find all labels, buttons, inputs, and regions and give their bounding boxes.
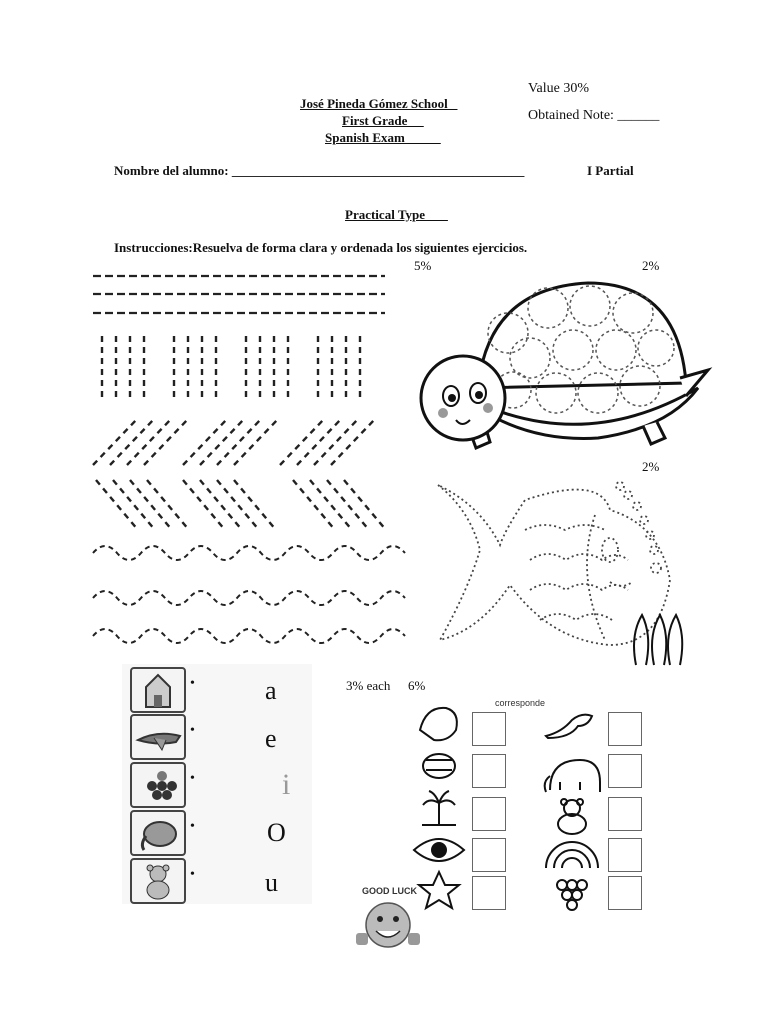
vowel-matching[interactable]: [122, 664, 312, 904]
match-dot[interactable]: •: [190, 819, 195, 834]
answer-box-grapes[interactable]: [608, 876, 642, 910]
turtle-score: 2%: [642, 258, 660, 273]
answer-box-star[interactable]: [472, 876, 506, 910]
answer-box-bee[interactable]: [472, 754, 506, 788]
left-picture-column: [412, 700, 472, 920]
vowel-i[interactable]: i: [282, 768, 291, 801]
grade-label: First Grade __: [342, 113, 424, 128]
teddy-bear-icon: [130, 858, 186, 904]
answer-box-eye[interactable]: [472, 838, 506, 872]
partial-label: I Partial: [587, 163, 634, 178]
fish-score: 2%: [642, 459, 660, 474]
fish-illustration[interactable]: [430, 470, 700, 670]
match-dot[interactable]: •: [190, 723, 195, 738]
answer-box-bear[interactable]: [608, 797, 642, 831]
turtle-illustration[interactable]: [418, 278, 708, 463]
church-icon: [130, 667, 186, 713]
right-picture-column: [540, 700, 606, 920]
match-dot[interactable]: •: [190, 771, 195, 786]
answer-box-rainbow[interactable]: [608, 838, 642, 872]
tracing-score: 5%: [414, 258, 432, 273]
match-dot[interactable]: •: [190, 867, 195, 882]
airplane-icon: [130, 714, 186, 760]
answer-box-elephant[interactable]: [608, 754, 642, 788]
subject-label: Spanish Exam _____: [325, 130, 441, 145]
match-dot[interactable]: •: [190, 676, 195, 691]
vowel-o[interactable]: O: [267, 818, 286, 847]
tracing-exercises[interactable]: [88, 268, 408, 653]
exam-value: Value 30%: [528, 81, 590, 96]
grapes-icon: [130, 762, 186, 808]
answer-box-palm[interactable]: [472, 797, 506, 831]
smiley-thumbs-up-icon: [352, 895, 424, 960]
answer-box-unicorn[interactable]: [472, 712, 506, 746]
matching-header: corresponde: [495, 698, 546, 708]
good-luck-text: GOOD LUCK: [362, 886, 417, 896]
vowel-u[interactable]: u: [265, 868, 278, 897]
elephant-icon: [130, 810, 186, 856]
instructions: Instrucciones:Resuelva de forma clara y ordenada los siguientes ejercicios.: [114, 240, 528, 255]
vowel-a[interactable]: a: [265, 676, 277, 705]
school-name: José Pineda Gómez School _: [300, 96, 458, 111]
answer-box-lizard[interactable]: [608, 712, 642, 746]
vowel-e[interactable]: e: [265, 724, 277, 753]
obtained-note: Obtained Note: ______: [528, 108, 660, 123]
matching-score: 3% each: [346, 678, 391, 693]
section-title: Practical Type ___: [345, 207, 448, 222]
matching-total: 6%: [408, 678, 426, 693]
student-name-field[interactable]: Nombre del alumno: _____________________________________________: [114, 163, 525, 178]
